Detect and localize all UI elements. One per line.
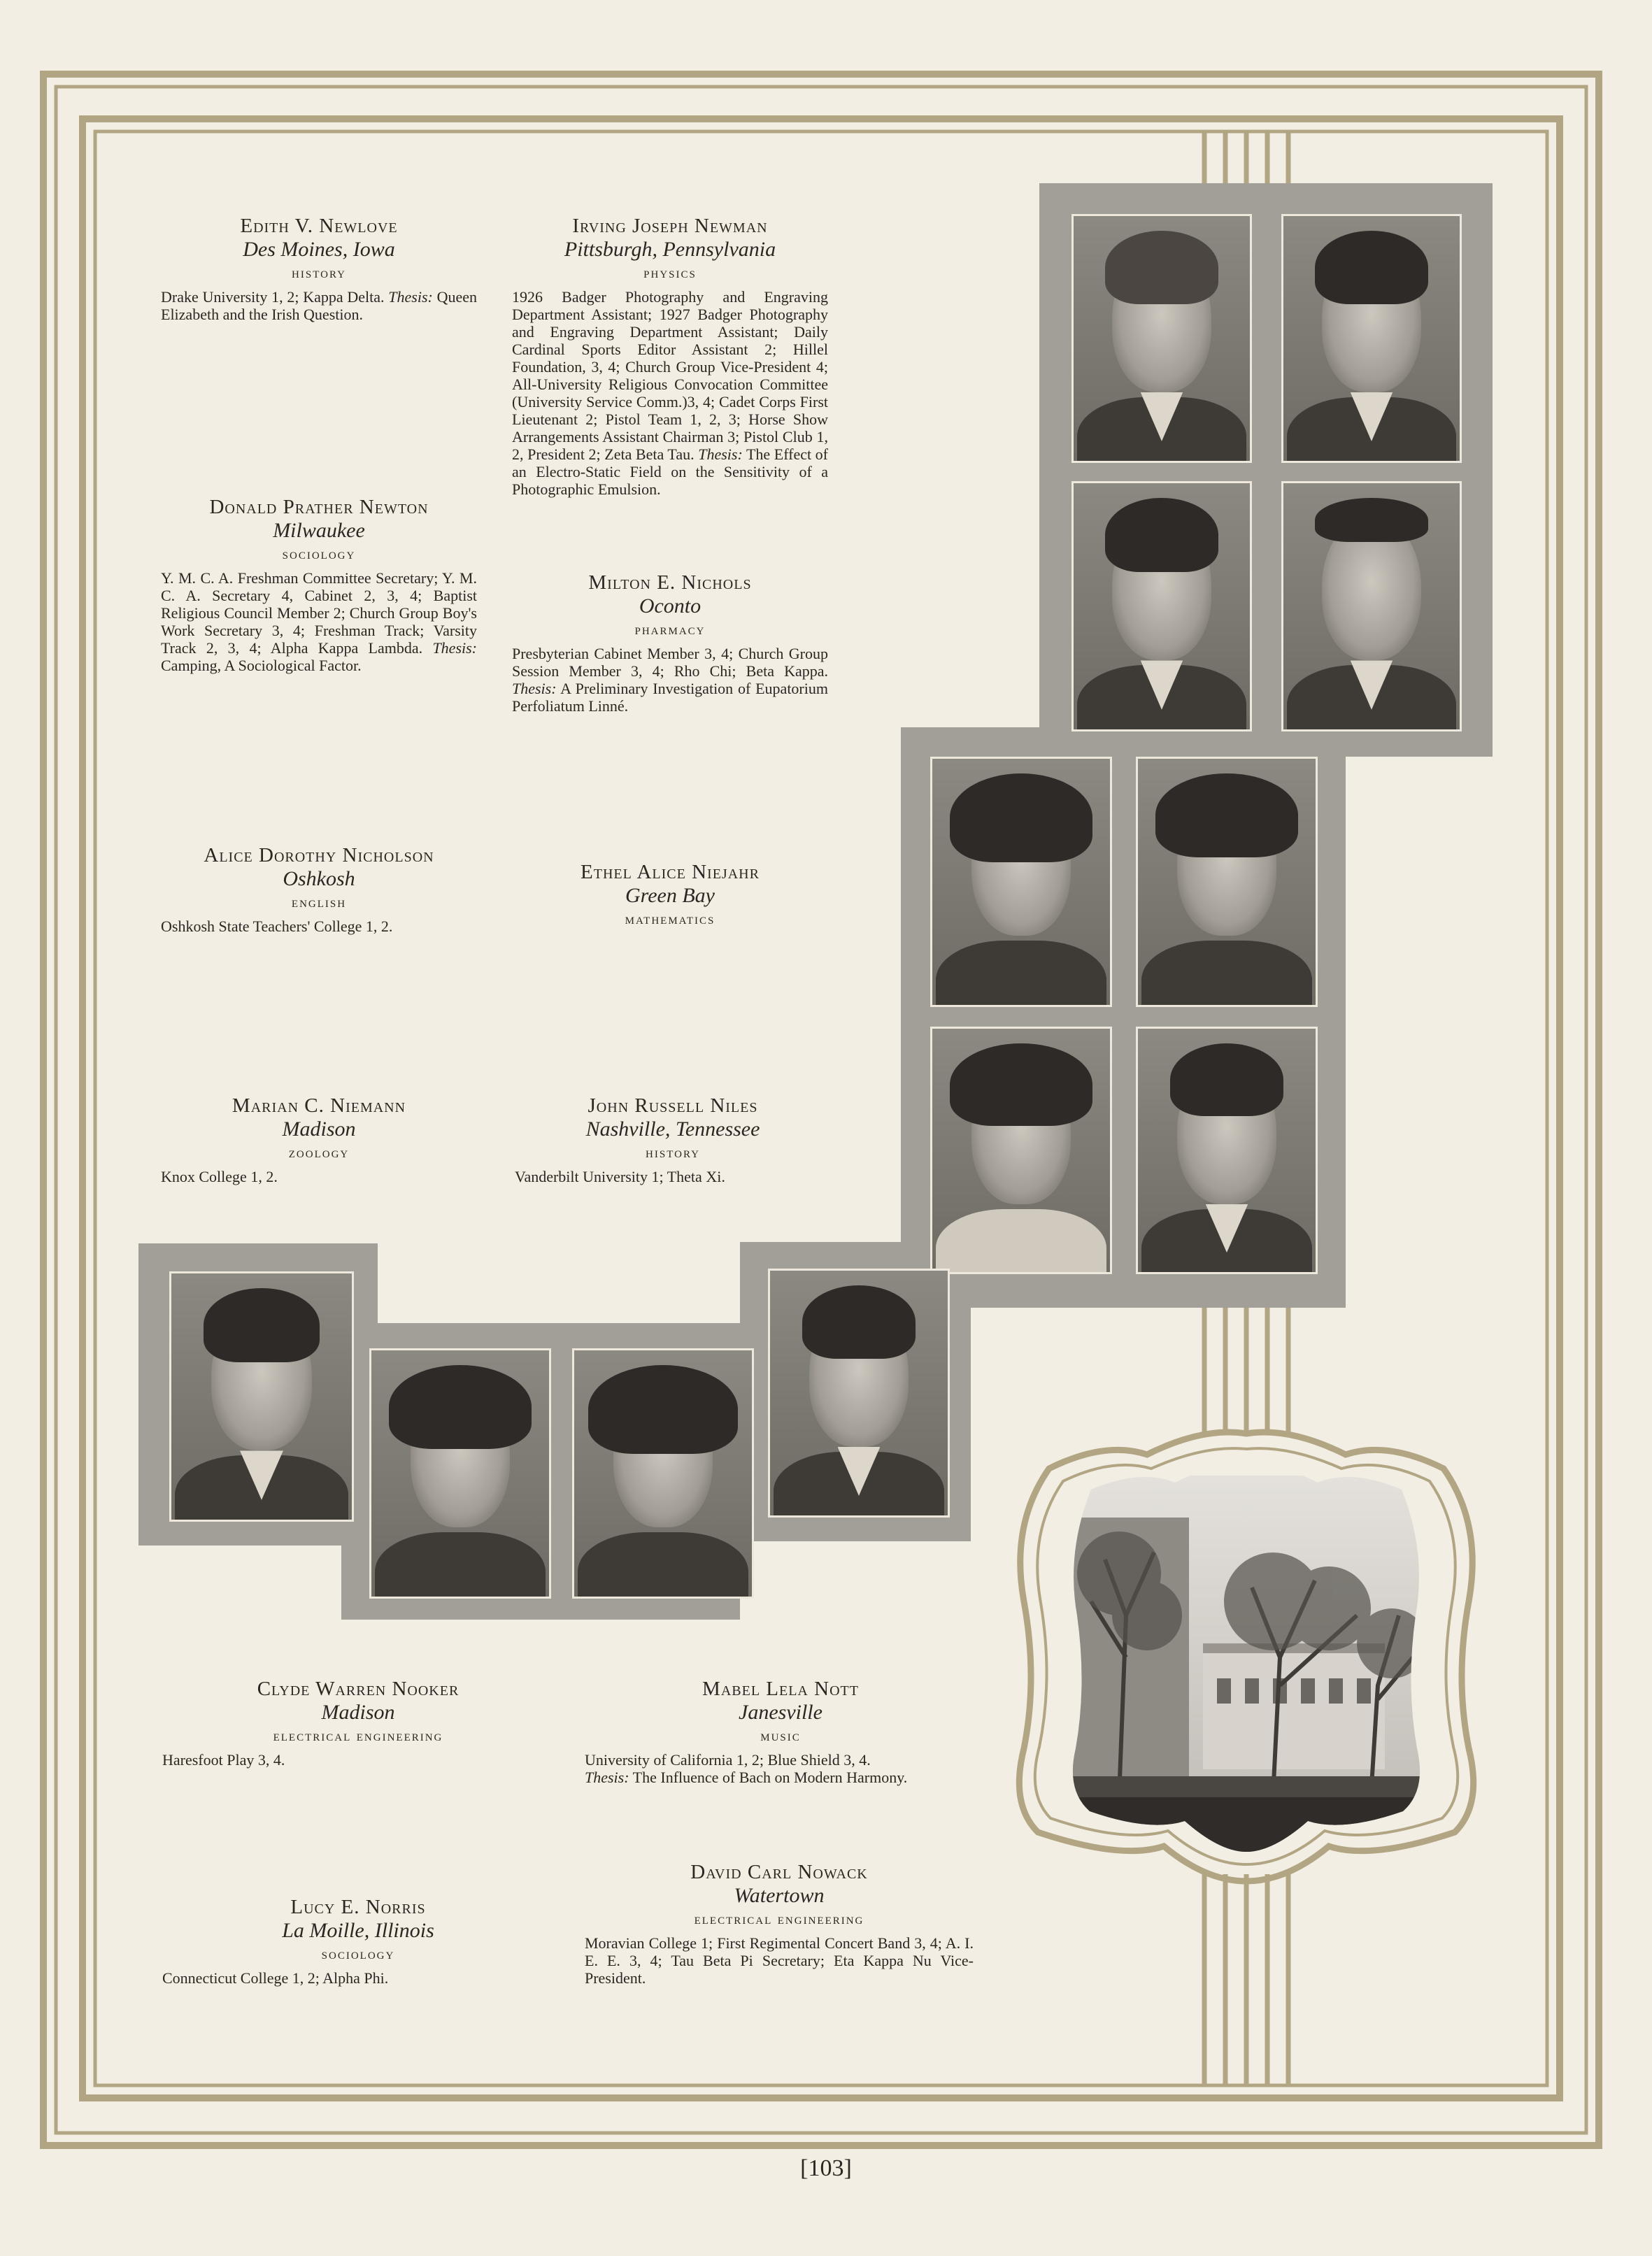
hometown: Oconto	[639, 594, 702, 617]
hometown: Janesville	[739, 1701, 823, 1724]
hometown: Oshkosh	[283, 867, 355, 890]
student-name: John Russell Niles	[588, 1094, 758, 1117]
major: sociology	[282, 545, 356, 562]
student-name: Edith V. Newlove	[240, 215, 398, 237]
portrait-donald-newton	[1071, 481, 1252, 731]
student-name: Irving Joseph Newman	[572, 215, 768, 237]
activities: University of California 1, 2; Blue Shield 3, 4. Thesis: The Influence of Bach on Modern Harmony.	[585, 1751, 908, 1786]
thesis-text: The Influence of Bach on Modern Harmony.	[632, 1769, 908, 1786]
activities: Moravian College 1; First Regimental Concert Band 3, 4; A. I. E. E. 3, 4; Tau Beta Pi Secretary; Eta Kappa Nu Vice-President.	[585, 1934, 974, 1987]
portrait-edith-newlove	[1071, 214, 1252, 463]
hometown: Green Bay	[625, 884, 715, 907]
activities: Vanderbilt University 1; Theta Xi.	[515, 1168, 725, 1185]
activities: Presbyterian Cabinet Member 3, 4; Church Group Session Member 3, 4; Rho Chi; Beta Kappa. Thesis: A Preliminary Investigation of Eupatorium Perfoliatum Linné.	[512, 645, 828, 715]
activities: Drake University 1, 2; Kappa Delta. Thesis: Queen Elizabeth and the Irish Question.	[161, 288, 478, 323]
student-name: Donald Prather Newton	[209, 496, 429, 518]
student-name: Lucy E. Norris	[290, 1896, 426, 1918]
hometown: Watertown	[734, 1884, 825, 1907]
major: sociology	[321, 1945, 395, 1962]
portrait-john-niles	[1136, 1027, 1318, 1274]
campus-building-photo	[1063, 1476, 1430, 1853]
major: electrical engineering	[694, 1910, 864, 1927]
major: music	[760, 1727, 801, 1744]
portrait-irving-newman	[1281, 214, 1462, 463]
entry-alice-nicholson	[161, 843, 477, 935]
entry-edith-newlove	[161, 214, 477, 323]
entry-john-niles	[515, 1094, 831, 1185]
entry-donald-newton	[161, 495, 477, 674]
entry-marian-niemann	[161, 1094, 477, 1185]
entry-clyde-nooker	[162, 1677, 554, 1769]
thesis-label: Thesis:	[512, 680, 557, 697]
activities: Oshkosh State Teachers' College 1, 2.	[161, 918, 393, 935]
student-name: Ethel Alice Niejahr	[581, 861, 760, 883]
thesis-text: A Preliminary Investigation of Eupatorium Perfoliatum Linné.	[512, 680, 828, 715]
student-name: David Carl Nowack	[690, 1861, 868, 1883]
portrait-lucy-norris	[572, 1348, 754, 1599]
hometown: Pittsburgh, Pennsylvania	[564, 238, 776, 261]
student-name: Mabel Lela Nott	[702, 1678, 859, 1700]
student-name: Alice Dorothy Nicholson	[204, 844, 434, 866]
portrait-ethel-niejahr	[1136, 757, 1318, 1007]
student-name: Milton E. Nichols	[588, 571, 752, 594]
portrait-david-nowack	[768, 1269, 950, 1518]
thesis-text: The Effect of an Electro-Static Field on the Sensitivity of a Photographic Emulsion.	[512, 445, 829, 498]
thesis-label: Thesis:	[698, 445, 743, 463]
portrait-marian-niemann	[930, 1027, 1112, 1274]
entry-lucy-norris	[162, 1895, 554, 1987]
hometown: Des Moines, Iowa	[243, 238, 395, 261]
portrait-mabel-nott	[369, 1348, 551, 1599]
activities: Knox College 1, 2.	[161, 1168, 278, 1185]
activities: Connecticut College 1, 2; Alpha Phi.	[162, 1969, 389, 1987]
hometown: Madison	[282, 1118, 356, 1141]
hometown: Nashville, Tennessee	[585, 1118, 760, 1141]
entry-mabel-nott	[585, 1677, 976, 1786]
major: zoology	[288, 1143, 350, 1161]
major: electrical engineering	[273, 1727, 443, 1744]
portrait-milton-nichols	[1281, 481, 1462, 731]
major: physics	[643, 264, 697, 281]
activities: Haresfoot Play 3, 4.	[162, 1751, 285, 1769]
entry-ethel-niejahr	[512, 860, 828, 930]
portrait-alice-nicholson	[930, 757, 1112, 1007]
entry-milton-nichols	[512, 571, 828, 715]
hometown: Milwaukee	[273, 519, 365, 542]
major: pharmacy	[634, 620, 706, 638]
page-number: [103]	[800, 2155, 852, 2181]
major: history	[646, 1143, 700, 1161]
entry-irving-newman	[512, 214, 828, 498]
student-name: Clyde Warren Nooker	[257, 1678, 460, 1700]
student-name: Marian C. Niemann	[232, 1094, 406, 1117]
major: mathematics	[625, 910, 715, 927]
thesis-text: Camping, A Sociological Factor.	[161, 657, 362, 674]
thesis-label: Thesis:	[585, 1769, 629, 1786]
thesis-text: Queen Elizabeth and the Irish Question.	[161, 288, 478, 323]
thesis-label: Thesis:	[432, 639, 477, 657]
major: english	[291, 893, 347, 911]
thesis-label: Thesis:	[388, 288, 433, 306]
portrait-clyde-nooker	[169, 1271, 354, 1522]
hometown: La Moille, Illinois	[282, 1919, 434, 1942]
activities: Y. M. C. A. Freshman Committee Secretary; Y. M. C. A. Secretary 4, Cabinet 2, 3, 4; Baptist Religious Council Member 2; Church Group Boy's Work Secretary 3, 4; Freshman Track; Varsity Track 2, 3, 4; Alpha Kappa Lambda. Thesis: Camping, A Sociological Factor.	[161, 569, 477, 674]
activities: 1926 Badger Photography and Engraving Department Assistant; 1927 Badger Photography and Engraving Department Assistant; Daily Cardinal Sports Editor Assistant 2; Hillel Foundation, 3, 4; Church Group Vice-President 4; All-University Religious Convocation Committee (University Service Comm.)3, 4; Cadet Corps First Lieutenant 2; Pistol Team 1, 2, 3; Horse Show Arrangements Assistant Chairman 3; Pistol Club 1, 2, President 2; Zeta Beta Tau. Thesis: The Effect of an Electro-Static Field on the Sensitivity of a Photographic Emulsion.	[512, 288, 829, 498]
hometown: Madison	[321, 1701, 395, 1724]
entry-david-nowack	[585, 1860, 974, 1987]
major: history	[292, 264, 346, 281]
